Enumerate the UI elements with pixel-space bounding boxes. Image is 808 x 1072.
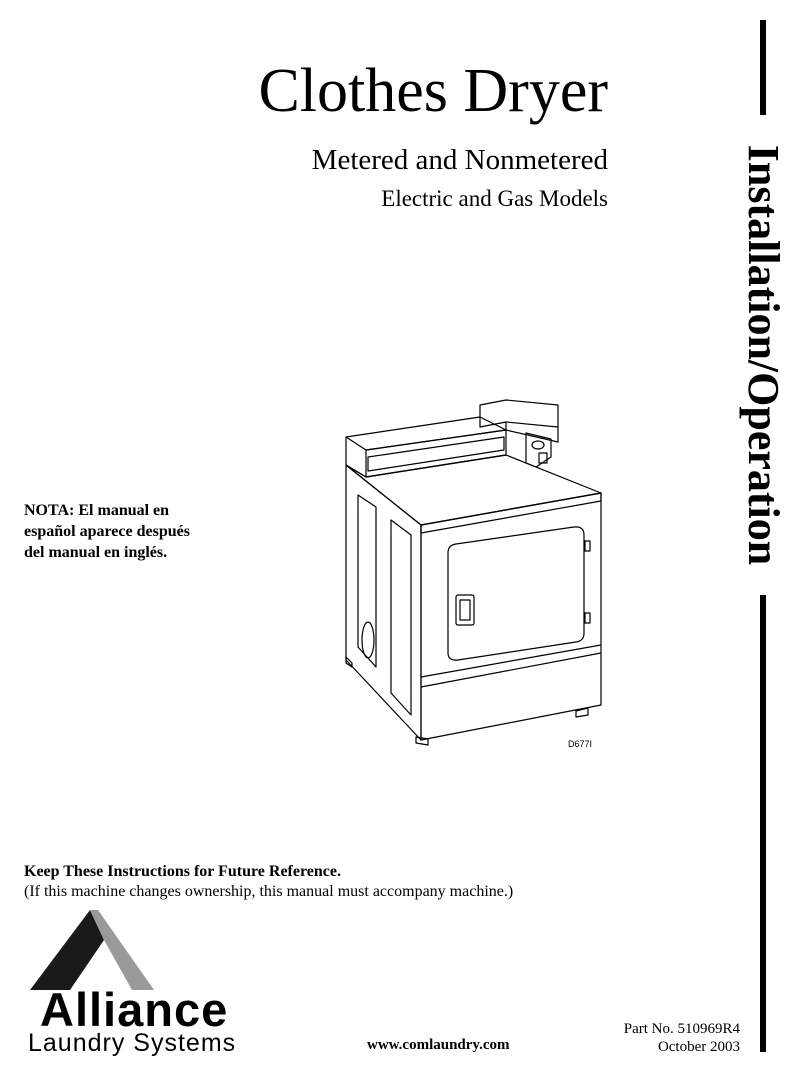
part-number: Part No. 510969R4 <box>623 1021 740 1037</box>
cabinet-side <box>346 465 421 740</box>
door-hinge-bottom <box>585 613 590 623</box>
cabinet-top-edge <box>366 455 506 477</box>
side-banner-text: Installation/Operation <box>739 144 788 566</box>
nota-spanish <box>24 500 224 563</box>
logo-subline: Laundry Systems <box>28 1029 237 1057</box>
side-rule-top <box>760 20 766 115</box>
foot-front-left <box>416 737 428 745</box>
page-title: Clothes Dryer <box>258 57 608 125</box>
door-handle-grip <box>460 600 470 620</box>
illustration-label: D677I <box>568 739 593 749</box>
cabinet-top <box>346 455 601 525</box>
side-panel-2 <box>391 520 411 715</box>
coin-return-icon <box>539 453 547 463</box>
part-number-block <box>624 1020 740 1056</box>
door-hinge-top <box>585 541 590 551</box>
coin-slot-icon <box>532 441 544 449</box>
door <box>448 527 584 660</box>
side-panel-1 <box>358 495 376 667</box>
publication-date: October 2003 <box>657 1039 740 1055</box>
website-link[interactable]: www.comlaundry.com <box>367 1037 510 1053</box>
dryer-illustration <box>336 395 611 755</box>
nota-line-1: NOTA: El manual en <box>24 502 170 519</box>
nota-line-3: del manual en inglés. <box>24 544 168 561</box>
side-vent <box>362 622 374 658</box>
subtitle-models: Electric and Gas Models <box>381 186 608 211</box>
lower-panel-line <box>421 653 601 687</box>
nota-line-2: español aparece después <box>24 523 190 540</box>
side-rule-bottom <box>760 595 766 1052</box>
subtitle: Metered and Nonmetered <box>311 144 608 176</box>
keep-instructions: Keep These Instructions for Future Reference. <box>24 863 341 880</box>
logo-wordmark: Alliance <box>40 983 229 1036</box>
alliance-logo-icon <box>22 910 162 990</box>
ownership-note: (If this machine changes ownership, this manual must accompany machine.) <box>24 883 514 900</box>
